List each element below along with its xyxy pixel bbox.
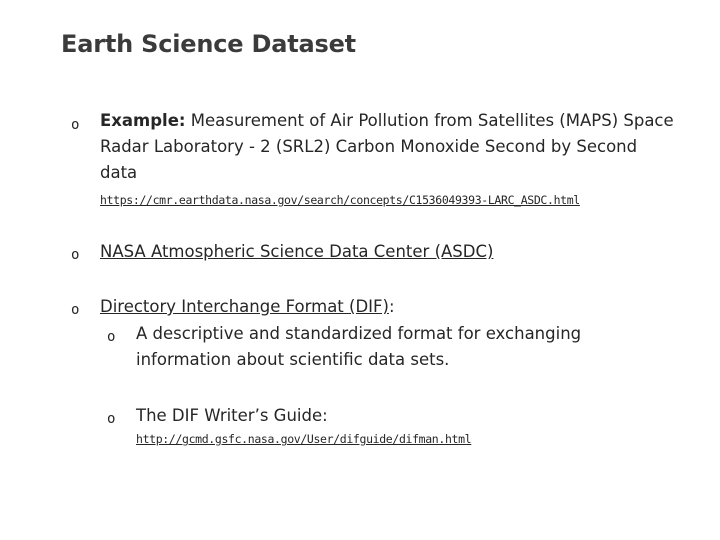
example-dataset-link[interactable]: https://cmr.earthdata.nasa.gov/search/concepts/C1536049393-LARC_ASDC.html (100, 193, 580, 207)
dif-writers-guide: The DIF Writer’s Guide: (136, 406, 328, 425)
example-label: Example: (100, 111, 186, 130)
asdc-link[interactable]: NASA Atmospheric Science Data Center (ASDC) (100, 242, 494, 261)
page-title: Earth Science Dataset (61, 30, 356, 58)
dif-link[interactable]: Directory Interchange Format (DIF) (100, 297, 389, 316)
example-text: Measurement of Air Pollution from Satellites (MAPS) Space Radar Laboratory - 2 (SRL2) Carbon Monoxide Second by Second data (100, 111, 674, 182)
bullet-marker: o (71, 302, 80, 318)
dif-description: A descriptive and standardized format for exchanging information about scientific data sets. (136, 324, 582, 369)
dif-suffix: : (388, 297, 395, 316)
dif-item (100, 294, 395, 320)
example-item (100, 108, 675, 186)
sub-bullet-marker: o (107, 411, 116, 427)
sub-bullet-marker: o (107, 329, 116, 345)
dif-guide-link[interactable]: http://gcmd.gsfc.nasa.gov/User/difguide/difman.html (136, 432, 472, 446)
bullet-marker: o (71, 117, 80, 133)
asdc-item (100, 239, 493, 265)
bullet-marker: o (71, 247, 80, 263)
